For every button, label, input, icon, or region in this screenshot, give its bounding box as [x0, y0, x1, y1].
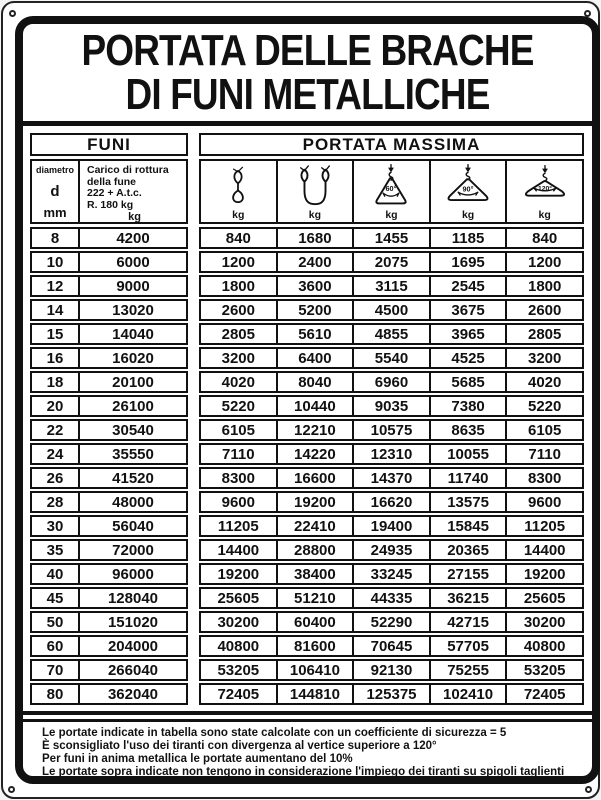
- portata-value: 3965: [429, 325, 506, 343]
- mounting-hole-bottom-right: [585, 786, 592, 793]
- portata-value: 12210: [276, 421, 353, 439]
- carico-value: 4200: [78, 229, 186, 247]
- portata-section: [199, 133, 584, 707]
- diametro-value: 15: [46, 325, 64, 343]
- carico-value: 13020: [78, 301, 186, 319]
- carico-value: 72000: [78, 541, 186, 559]
- double-vertical-sling-icon: [293, 163, 337, 209]
- funi-subheader: [30, 159, 188, 224]
- portata-value: 8300: [221, 469, 255, 487]
- mounting-hole-top-left: [9, 10, 16, 17]
- portata-value: 40800: [505, 637, 582, 655]
- portata-value: 19200: [217, 565, 260, 583]
- capacity-table: [23, 126, 592, 707]
- portata-value: 3675: [429, 301, 506, 319]
- portata-value: 38400: [276, 565, 353, 583]
- table-footer-divider: [23, 711, 592, 722]
- portata-value: 72405: [217, 685, 260, 703]
- carico-value: 16020: [78, 349, 186, 367]
- diametro-value: 50: [46, 613, 64, 631]
- diametro-value: 35: [46, 541, 64, 559]
- table-row: [30, 275, 188, 297]
- portata-value: 42715: [429, 613, 506, 631]
- diametro-value: 26: [46, 469, 64, 487]
- portata-value: 3115: [352, 277, 429, 295]
- portata-value: 53205: [505, 661, 582, 679]
- portata-value: 57705: [429, 637, 506, 655]
- portata-value: 5610: [276, 325, 353, 343]
- table-row: [30, 347, 188, 369]
- portata-value: 2805: [505, 325, 582, 343]
- portata-value: 36215: [429, 589, 506, 607]
- carico-value: 151020: [78, 613, 186, 631]
- portata-value: 9600: [221, 493, 255, 511]
- diametro-value: 10: [46, 253, 64, 271]
- table-row: [30, 515, 188, 537]
- table-row: [199, 275, 584, 297]
- portata-value: 7110: [222, 445, 255, 463]
- portata-value: 106410: [276, 661, 353, 679]
- portata-value: 4500: [352, 301, 429, 319]
- portata-subheader: [199, 159, 584, 224]
- funi-header: FUNI: [30, 133, 188, 156]
- carico-unit: kg: [128, 211, 141, 222]
- table-row: [199, 419, 584, 441]
- portata-value: 51210: [276, 589, 353, 607]
- sign-frame: [15, 16, 600, 784]
- portata-value: 40800: [217, 637, 260, 655]
- portata-value: 2600: [221, 301, 255, 319]
- diametro-value: 18: [46, 373, 64, 391]
- carico-value: 48000: [78, 493, 186, 511]
- portata-value: 9035: [352, 397, 429, 415]
- carico-value: 266040: [78, 661, 186, 679]
- table-row: [199, 371, 584, 393]
- portata-value: 5220: [505, 397, 582, 415]
- table-row: [199, 635, 584, 657]
- portata-value: 5540: [352, 349, 429, 367]
- portata-value: 2400: [276, 253, 353, 271]
- table-row: [199, 347, 584, 369]
- portata-value: 27155: [429, 565, 506, 583]
- diametro-value: 14: [46, 301, 64, 319]
- funi-rows: [30, 227, 188, 705]
- table-row: [30, 491, 188, 513]
- diametro-value: 16: [46, 349, 64, 367]
- portata-value: 4525: [429, 349, 506, 367]
- unit-label: kg: [232, 209, 245, 221]
- table-row: [30, 299, 188, 321]
- portata-value: 10440: [276, 397, 353, 415]
- title-line-2: DI FUNI METALLICHE: [125, 70, 490, 119]
- table-row: [30, 683, 188, 705]
- portata-value: 7380: [429, 397, 506, 415]
- table-row: [30, 443, 188, 465]
- portata-value: 1800: [221, 277, 255, 295]
- table-row: [199, 659, 584, 681]
- portata-value: 2805: [221, 325, 255, 343]
- table-row: [199, 611, 584, 633]
- table-row: [30, 323, 188, 345]
- portata-value: 9600: [505, 493, 582, 511]
- portata-value: 19400: [352, 517, 429, 535]
- unit-label: kg: [538, 209, 551, 221]
- unit-label: kg: [308, 209, 322, 221]
- table-row: [199, 515, 584, 537]
- diametro-value: 22: [46, 421, 64, 439]
- portata-value: 60400: [276, 613, 353, 631]
- portata-value: 70645: [352, 637, 429, 655]
- portata-value: 16620: [352, 493, 429, 511]
- portata-value: 1800: [505, 277, 582, 295]
- portata-value: 25605: [217, 589, 260, 607]
- table-row: [199, 251, 584, 273]
- carico-value: 26100: [78, 397, 186, 415]
- portata-value: 53205: [217, 661, 260, 679]
- portata-value: 8635: [429, 421, 506, 439]
- diametro-value: 28: [46, 493, 64, 511]
- table-row: [199, 491, 584, 513]
- carico-value: 14040: [78, 325, 186, 343]
- portata-value: 7110: [505, 445, 582, 463]
- portata-value: 20365: [429, 541, 506, 559]
- diametro-label: diametro: [35, 165, 74, 175]
- carico-line: della fune: [87, 175, 137, 188]
- table-row: [199, 395, 584, 417]
- table-row: [199, 539, 584, 561]
- portata-value: 5220: [221, 397, 255, 415]
- portata-value: 6400: [276, 349, 353, 367]
- diametro-value: 70: [46, 661, 64, 679]
- table-row: [30, 635, 188, 657]
- portata-value: 19200: [276, 493, 353, 511]
- portata-value: 6960: [352, 373, 429, 391]
- carico-value: 35550: [78, 445, 186, 463]
- portata-value: 14220: [276, 445, 353, 463]
- diametro-unit: mm: [43, 205, 67, 220]
- carico-value: 204000: [78, 637, 186, 655]
- portata-value: 1185: [429, 229, 506, 247]
- portata-value: 12310: [352, 445, 429, 463]
- portata-value: 1200: [221, 253, 255, 271]
- carico-value: 96000: [78, 565, 186, 583]
- table-row: [199, 683, 584, 705]
- mounting-hole-bottom-left: [8, 786, 15, 793]
- carico-header-cell: [78, 161, 186, 222]
- portata-value: 3200: [221, 349, 255, 367]
- portata-value: 15845: [429, 517, 506, 535]
- portata-value: 10055: [429, 445, 506, 463]
- portata-value: 144810: [276, 685, 353, 703]
- portata-value: 6105: [505, 421, 582, 439]
- portata-value: 1200: [505, 253, 582, 271]
- portata-value: 5685: [429, 373, 506, 391]
- unit-label: kg: [461, 209, 475, 221]
- portata-value: 22410: [276, 517, 353, 535]
- portata-value: 81600: [276, 637, 353, 655]
- portata-value: 30200: [505, 613, 582, 631]
- unit-label: kg: [385, 209, 398, 221]
- table-row: [199, 323, 584, 345]
- table-row: [199, 587, 584, 609]
- portata-rows: [199, 227, 584, 705]
- table-row: [30, 587, 188, 609]
- table-row: [199, 227, 584, 249]
- portata-value: 28800: [276, 541, 353, 559]
- column-single-vertical: [201, 161, 276, 222]
- two-leg-sling-90deg-icon: [437, 163, 499, 209]
- portata-value: 5200: [276, 301, 353, 319]
- angle-label: 60°: [386, 183, 397, 193]
- table-row: [30, 611, 188, 633]
- table-row: [30, 371, 188, 393]
- diametro-value: 12: [46, 277, 64, 295]
- portata-value: 4855: [352, 325, 429, 343]
- diametro-value: 80: [46, 685, 64, 703]
- portata-value: 14400: [217, 541, 260, 559]
- funi-section: [30, 133, 188, 707]
- column-two-leg-90: [429, 161, 506, 222]
- portata-value: 10575: [352, 421, 429, 439]
- portata-value: 8300: [505, 469, 582, 487]
- portata-value: 72405: [505, 685, 582, 703]
- portata-value: 4020: [221, 373, 255, 391]
- portata-value: 3600: [276, 277, 353, 295]
- portata-value: 840: [505, 229, 582, 247]
- single-vertical-sling-icon: [222, 163, 254, 209]
- portata-value: 6105: [221, 421, 255, 439]
- two-leg-sling-120deg-icon: [514, 163, 576, 209]
- portata-value: 11740: [429, 469, 506, 487]
- portata-value: 24935: [352, 541, 429, 559]
- table-row: [30, 539, 188, 561]
- portata-value: 25605: [505, 589, 582, 607]
- portata-value: 2075: [352, 253, 429, 271]
- note-line: È sconsigliato l'uso dei tiranti con divergenza al vertice superiore a 120°: [42, 740, 437, 752]
- portata-value: 14400: [505, 541, 582, 559]
- carico-value: 128040: [78, 589, 186, 607]
- table-row: [30, 659, 188, 681]
- angle-label: 90°: [462, 184, 474, 194]
- note-line: Le portate indicate in tabella sono state calcolate con un coefficiente di sicurezza = 5: [42, 727, 507, 739]
- portata-value: 52290: [352, 613, 429, 631]
- carico-line: 222 + A.t.c.: [87, 187, 142, 199]
- carico-value: 9000: [78, 277, 186, 295]
- carico-line: Carico di rottura: [87, 164, 169, 176]
- column-double-vertical: [276, 161, 353, 222]
- carico-value: 41520: [78, 469, 186, 487]
- portata-value: 125375: [352, 685, 429, 703]
- two-leg-sling-60deg-icon: [360, 163, 422, 209]
- diametro-value: 20: [46, 397, 64, 415]
- portata-value: 44335: [352, 589, 429, 607]
- carico-line: R. 180 kg: [87, 198, 134, 211]
- table-row: [199, 563, 584, 585]
- portata-value: 33245: [352, 565, 429, 583]
- diametro-value: 8: [50, 229, 60, 247]
- diametro-value: 30: [46, 517, 64, 535]
- portata-value: 75255: [429, 661, 506, 679]
- carico-value: 20100: [78, 373, 186, 391]
- column-two-leg-60: [352, 161, 429, 222]
- column-two-leg-120: [505, 161, 582, 222]
- note-line: Le portate sopra indicate non tengono in considerazione l'impiego dei tiranti su spigoli taglienti: [42, 766, 565, 778]
- table-row: [199, 299, 584, 321]
- diametro-value: 24: [46, 445, 64, 463]
- portata-value: 1455: [352, 229, 429, 247]
- portata-value: 3200: [505, 349, 582, 367]
- portata-value: 1680: [276, 229, 353, 247]
- portata-header: PORTATA MASSIMA: [199, 133, 584, 156]
- portata-value: 2545: [429, 277, 506, 295]
- portata-value: 11205: [505, 517, 582, 535]
- portata-value: 840: [225, 229, 251, 247]
- carico-value: 56040: [78, 517, 186, 535]
- table-row: [199, 443, 584, 465]
- portata-value: 19200: [505, 565, 582, 583]
- portata-value: 1695: [429, 253, 506, 271]
- diametro-symbol: d: [50, 182, 60, 200]
- portata-value: 13575: [429, 493, 506, 511]
- diametro-value: 40: [46, 565, 64, 583]
- portata-value: 30200: [217, 613, 260, 631]
- portata-value: 14370: [352, 469, 429, 487]
- title-line-1: PORTATA DELLE BRACHE: [81, 26, 534, 75]
- table-row: [30, 419, 188, 441]
- portata-value: 11205: [217, 517, 259, 535]
- table-row: [30, 563, 188, 585]
- diametro-header-cell: [32, 161, 78, 222]
- portata-value: 102410: [429, 685, 506, 703]
- table-row: [30, 251, 188, 273]
- table-row: [30, 395, 188, 417]
- carico-value: 6000: [78, 253, 186, 271]
- portata-value: 8040: [276, 373, 353, 391]
- table-row: [30, 227, 188, 249]
- carico-value: 362040: [78, 685, 186, 703]
- table-row: [199, 467, 584, 489]
- portata-value: 16600: [276, 469, 353, 487]
- notes-block: [23, 722, 592, 779]
- table-row: [30, 467, 188, 489]
- carico-value: 30540: [78, 421, 186, 439]
- portata-value: 2600: [505, 301, 582, 319]
- diametro-value: 45: [46, 589, 64, 607]
- portata-value: 92130: [352, 661, 429, 679]
- angle-label: 120°: [537, 185, 552, 193]
- sign-title: [23, 24, 592, 117]
- note-line: Per funi in anima metallica le portate aumentano del 10%: [42, 753, 353, 765]
- portata-value: 4020: [505, 373, 582, 391]
- diametro-value: 60: [46, 637, 64, 655]
